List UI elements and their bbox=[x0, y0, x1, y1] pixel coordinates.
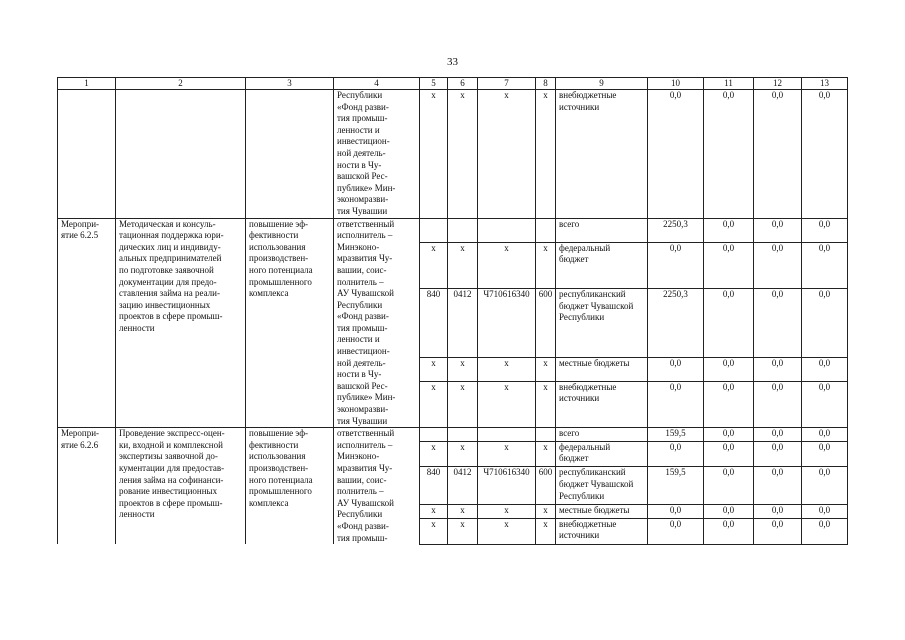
header-cell: 6 bbox=[448, 78, 478, 90]
target-article-cell: Ч710616340 bbox=[478, 467, 536, 505]
expense-group-cell bbox=[536, 428, 556, 441]
funding-source-cell: внебюджетные источники bbox=[556, 381, 648, 427]
amount-cell: 0,0 bbox=[704, 467, 754, 505]
section-cell bbox=[448, 428, 478, 441]
responsible-cell: ответственный исполнитель – Минэконо- мразвития Чу- вашии, соис- полнитель – АУ Чувашской Республики «Фонд разви- тия промыш- bbox=[334, 428, 420, 544]
target-article-cell bbox=[478, 428, 536, 441]
section-cell: x bbox=[448, 90, 478, 219]
funding-source-cell: местные бюджеты bbox=[556, 505, 648, 518]
expense-group-cell: x bbox=[536, 518, 556, 544]
expense-group-cell: x bbox=[536, 357, 556, 381]
measure-name: Методическая и консуль- тационная поддержка юри- дических лиц и индивиду- альных предпринимателей по подготовке заявочной документации для предо- ставления займа на реали- зацию инвестиционных проектов в сфере промыш- ленности bbox=[116, 218, 246, 428]
amount-cell: 0,0 bbox=[704, 218, 754, 242]
amount-cell: 0,0 bbox=[754, 289, 802, 358]
expense-group-cell: x bbox=[536, 505, 556, 518]
amount-cell: 159,5 bbox=[648, 428, 704, 441]
grbs-cell bbox=[420, 428, 448, 441]
amount-cell: 0,0 bbox=[704, 381, 754, 427]
target-article-cell: Ч710616340 bbox=[478, 289, 536, 358]
grbs-cell: x bbox=[420, 357, 448, 381]
grbs-cell: x bbox=[420, 381, 448, 427]
measure-goal: повышение эф- фективности использования производствен- ного потенциала промышленного комплекса bbox=[246, 218, 334, 428]
header-cell: 3 bbox=[246, 78, 334, 90]
section-cell: x bbox=[448, 441, 478, 467]
amount-cell: 0,0 bbox=[754, 90, 802, 219]
expense-group-cell bbox=[536, 218, 556, 242]
header-cell: 4 bbox=[334, 78, 420, 90]
amount-cell: 0,0 bbox=[754, 467, 802, 505]
header-cell: 8 bbox=[536, 78, 556, 90]
section-cell bbox=[448, 218, 478, 242]
amount-cell: 0,0 bbox=[754, 242, 802, 288]
amount-cell: 0,0 bbox=[704, 505, 754, 518]
amount-cell: 159,5 bbox=[648, 467, 704, 505]
amount-cell: 0,0 bbox=[802, 467, 848, 505]
name-cell bbox=[116, 90, 246, 219]
grbs-cell: 840 bbox=[420, 289, 448, 358]
amount-cell: 0,0 bbox=[648, 505, 704, 518]
amount-cell: 0,0 bbox=[802, 218, 848, 242]
amount-cell: 0,0 bbox=[754, 518, 802, 544]
amount-cell: 0,0 bbox=[704, 428, 754, 441]
funding-source-cell: республиканский бюджет Чувашской Республики bbox=[556, 467, 648, 505]
code-cell bbox=[58, 90, 116, 219]
measure-code: Меропри- ятие 6.2.5 bbox=[58, 218, 116, 428]
target-article-cell: x bbox=[478, 357, 536, 381]
amount-cell: 0,0 bbox=[754, 505, 802, 518]
amount-cell: 0,0 bbox=[754, 381, 802, 427]
target-article-cell bbox=[478, 218, 536, 242]
section-cell: 0412 bbox=[448, 289, 478, 358]
amount-cell: 0,0 bbox=[704, 90, 754, 219]
amount-cell: 0,0 bbox=[648, 381, 704, 427]
target-article-cell: x bbox=[478, 90, 536, 219]
funding-source-cell: федеральный бюджет bbox=[556, 441, 648, 467]
amount-cell: 0,0 bbox=[648, 242, 704, 288]
target-article-cell: x bbox=[478, 381, 536, 427]
grbs-cell: x bbox=[420, 518, 448, 544]
amount-cell: 2250,3 bbox=[648, 289, 704, 358]
amount-cell: 0,0 bbox=[802, 518, 848, 544]
header-cell: 9 bbox=[556, 78, 648, 90]
amount-cell: 0,0 bbox=[754, 441, 802, 467]
funding-source-cell: всего bbox=[556, 428, 648, 441]
header-cell: 13 bbox=[802, 78, 848, 90]
amount-cell: 0,0 bbox=[648, 357, 704, 381]
amount-cell: 0,0 bbox=[754, 357, 802, 381]
table-header-row bbox=[58, 78, 848, 90]
section-cell: x bbox=[448, 518, 478, 544]
funding-source-cell: республиканский бюджет Чувашской Республики bbox=[556, 289, 648, 358]
funding-source-cell: местные бюджеты bbox=[556, 357, 648, 381]
header-cell: 12 bbox=[754, 78, 802, 90]
amount-cell: 0,0 bbox=[802, 357, 848, 381]
continuation-row bbox=[58, 90, 848, 219]
amount-cell: 0,0 bbox=[704, 289, 754, 358]
amount-cell: 0,0 bbox=[802, 428, 848, 441]
amount-cell: 0,0 bbox=[802, 90, 848, 219]
amount-cell: 0,0 bbox=[648, 90, 704, 219]
header-cell: 2 bbox=[116, 78, 246, 90]
grbs-cell: x bbox=[420, 441, 448, 467]
grbs-cell: 840 bbox=[420, 467, 448, 505]
amount-cell: 0,0 bbox=[648, 441, 704, 467]
header-cell: 10 bbox=[648, 78, 704, 90]
measure-code: Меропри- ятие 6.2.6 bbox=[58, 428, 116, 544]
amount-cell: 0,0 bbox=[704, 518, 754, 544]
goal-cell bbox=[246, 90, 334, 219]
funding-source-cell: внебюджетные источники bbox=[556, 518, 648, 544]
amount-cell: 0,0 bbox=[704, 242, 754, 288]
section-cell: 0412 bbox=[448, 467, 478, 505]
expense-group-cell: x bbox=[536, 381, 556, 427]
grbs-cell: x bbox=[420, 505, 448, 518]
amount-cell: 0,0 bbox=[648, 518, 704, 544]
funding-source-cell: федеральный бюджет bbox=[556, 242, 648, 288]
target-article-cell: x bbox=[478, 242, 536, 288]
expense-group-cell: x bbox=[536, 441, 556, 467]
target-article-cell: x bbox=[478, 518, 536, 544]
expense-group-cell: x bbox=[536, 242, 556, 288]
expense-group-cell: 600 bbox=[536, 467, 556, 505]
amount-cell: 0,0 bbox=[802, 242, 848, 288]
header-cell: 7 bbox=[478, 78, 536, 90]
table-row bbox=[58, 428, 848, 441]
section-cell: x bbox=[448, 357, 478, 381]
amount-cell: 0,0 bbox=[802, 289, 848, 358]
target-article-cell: x bbox=[478, 441, 536, 467]
section-cell: x bbox=[448, 381, 478, 427]
header-cell: 1 bbox=[58, 78, 116, 90]
amount-cell: 2250,3 bbox=[648, 218, 704, 242]
header-cell: 11 bbox=[704, 78, 754, 90]
section-cell: x bbox=[448, 242, 478, 288]
table-row bbox=[58, 218, 848, 242]
responsible-cell: Республики «Фонд разви- тия промыш- ленности и инвестицион- ной деятель- ности в Чу- вашской Рес- публике» Мин- экономразви- тия Чувашии bbox=[334, 90, 420, 219]
funding-source-cell: внебюджетные источники bbox=[556, 90, 648, 219]
expense-group-cell: x bbox=[536, 90, 556, 219]
target-article-cell: x bbox=[478, 505, 536, 518]
grbs-cell: x bbox=[420, 242, 448, 288]
amount-cell: 0,0 bbox=[704, 357, 754, 381]
expense-group-cell: 600 bbox=[536, 289, 556, 358]
funding-source-cell: всего bbox=[556, 218, 648, 242]
header-cell: 5 bbox=[420, 78, 448, 90]
amount-cell: 0,0 bbox=[802, 381, 848, 427]
amount-cell: 0,0 bbox=[802, 441, 848, 467]
measure-goal: повышение эф- фективности использования производствен- ного потенциала промышленного комплекса bbox=[246, 428, 334, 544]
page-number: 33 bbox=[447, 56, 458, 68]
amount-cell: 0,0 bbox=[754, 428, 802, 441]
measure-name: Проведение экспресс-оцен- ки, входной и комплексной экспертизы заявочной до- кументации для предостав- ления займа на софинанси- рование инвестиционных проектов в сфере промыш- ленности bbox=[116, 428, 246, 544]
amount-cell: 0,0 bbox=[704, 441, 754, 467]
amount-cell: 0,0 bbox=[802, 505, 848, 518]
responsible-cell: ответственный исполнитель – Минэконо- мразвития Чу- вашии, соис- полнитель – АУ Чувашской Республики «Фонд разви- тия промыш- ленности и инвестицион- ной деятель- ности в Чу- вашской Рес- публике» Мин- экономразви- тия Чувашии bbox=[334, 218, 420, 428]
section-cell: x bbox=[448, 505, 478, 518]
program-measures-table bbox=[57, 77, 848, 545]
grbs-cell bbox=[420, 218, 448, 242]
amount-cell: 0,0 bbox=[754, 218, 802, 242]
grbs-cell: x bbox=[420, 90, 448, 219]
